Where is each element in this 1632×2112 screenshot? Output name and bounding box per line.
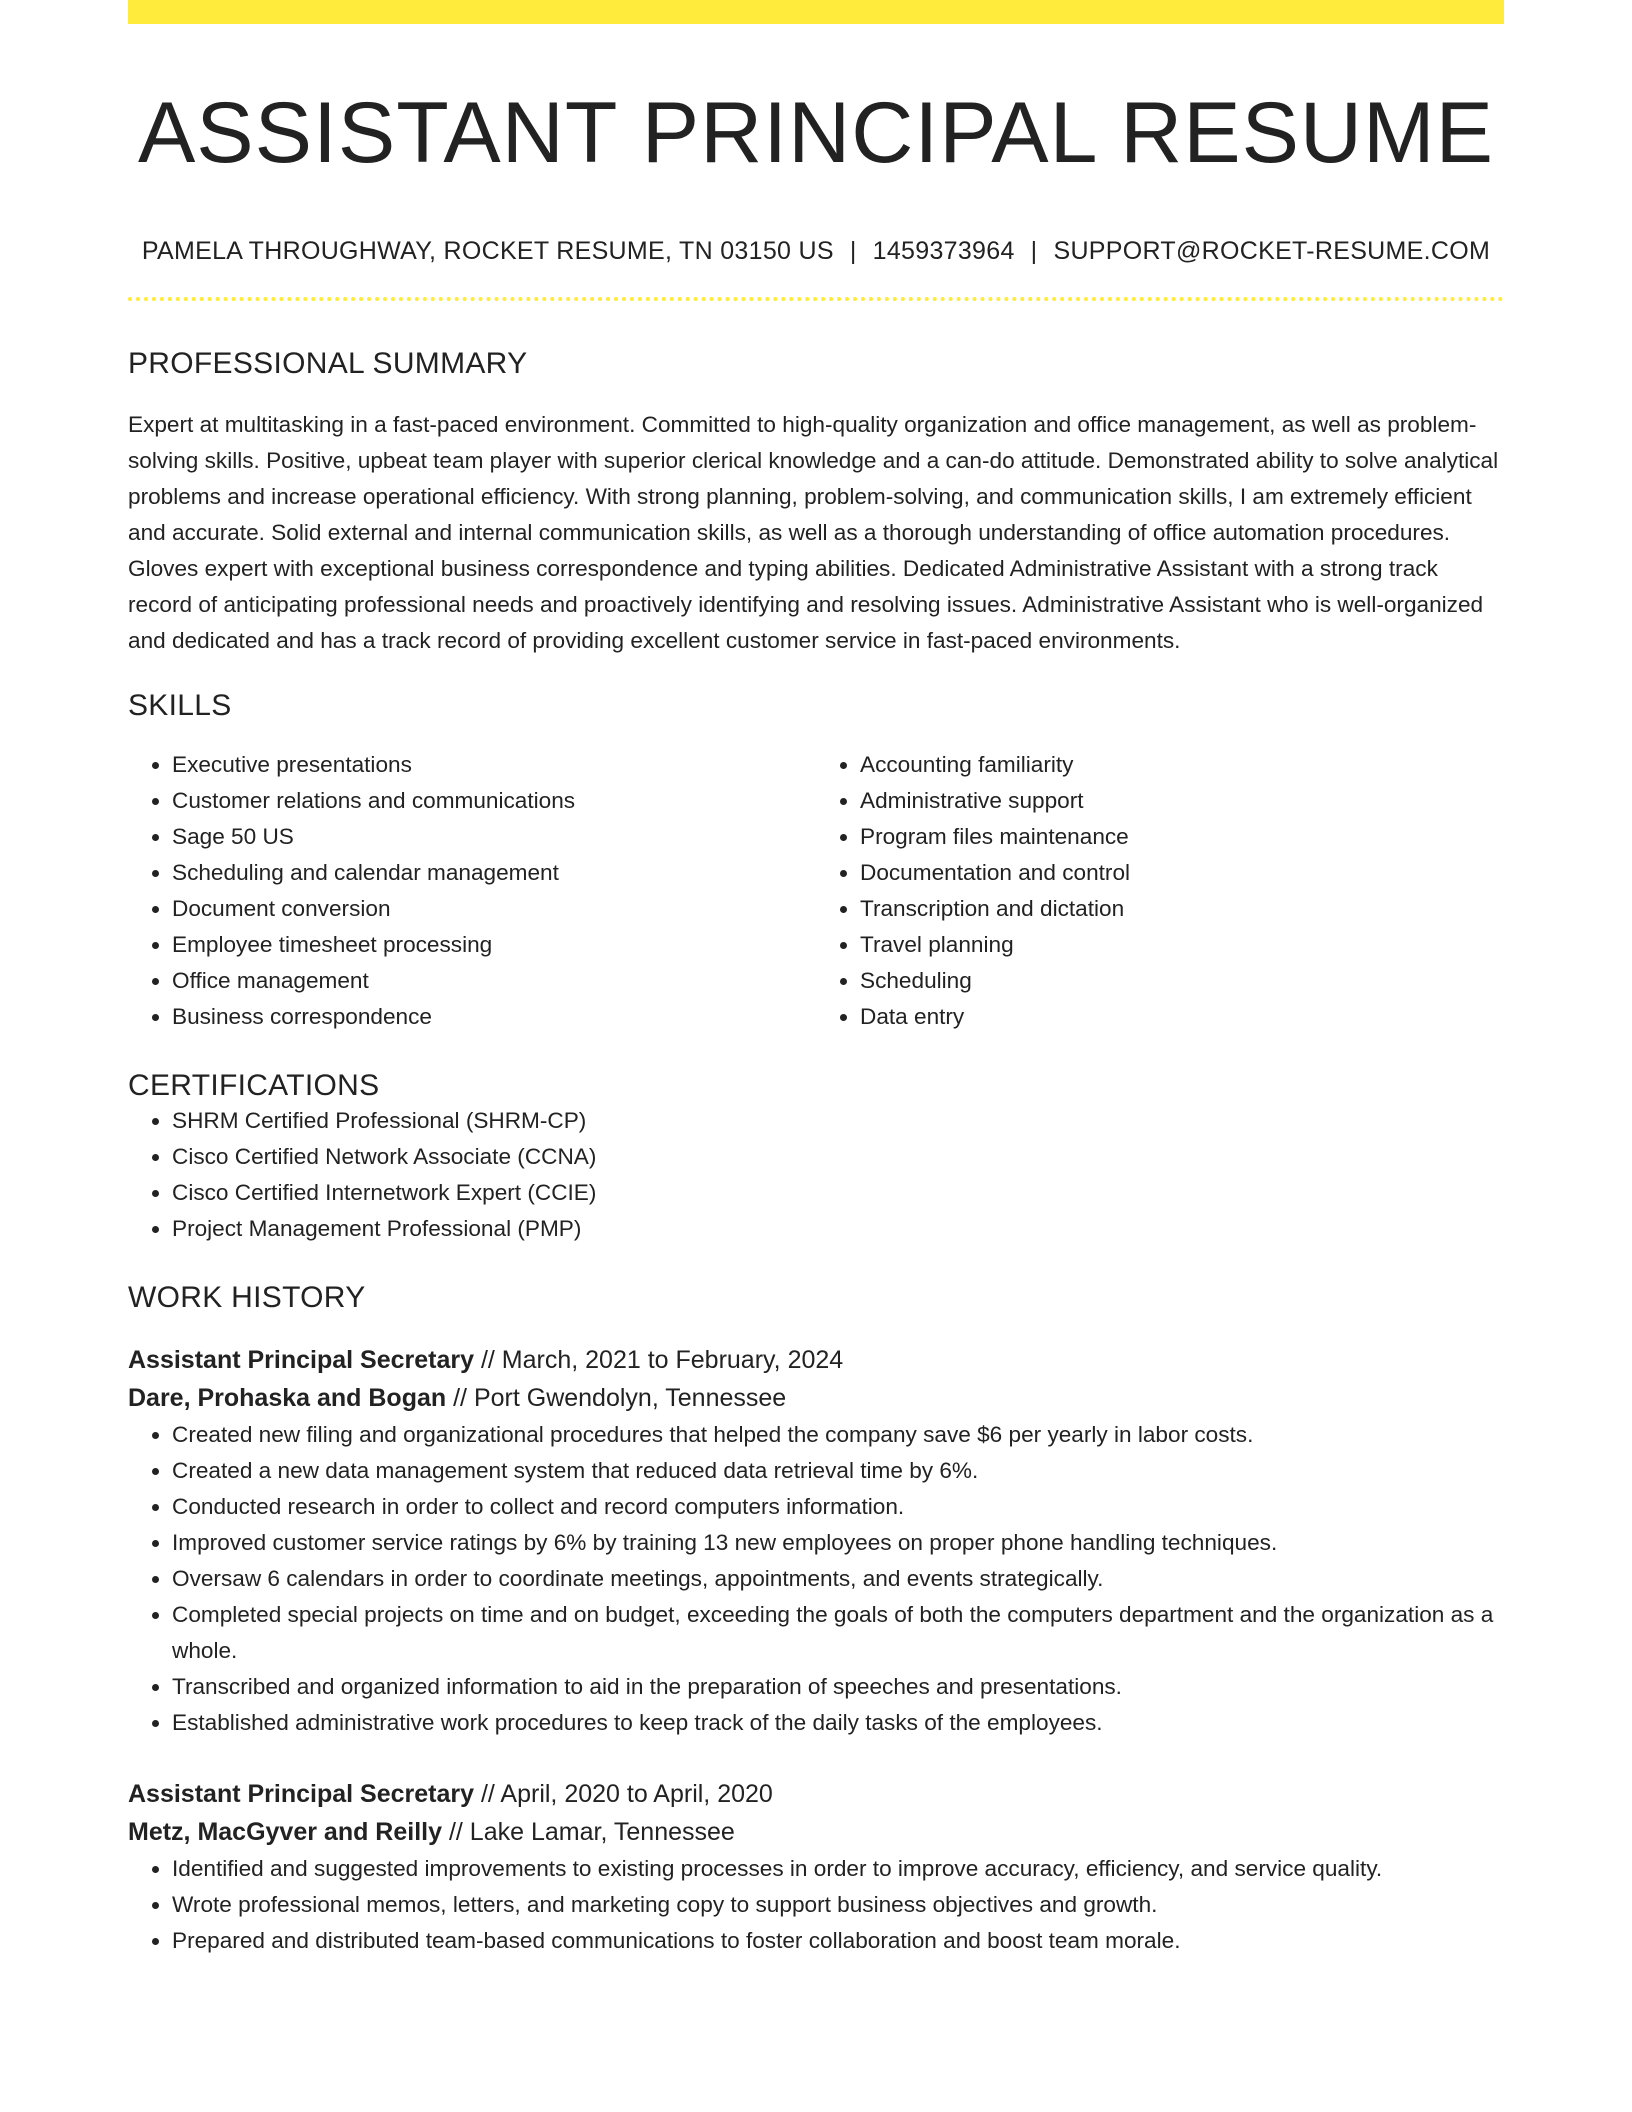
skill-item: • Business correspondence [172,999,816,1035]
job-location: // Port Gwendolyn, Tennessee [453,1384,787,1413]
job-bullet: • Completed special projects on time and on budget, exceeding the goals of both the computers department and the organization as a whole. [172,1597,1504,1669]
skill-item: • Document conversion [172,891,816,927]
job-bullet: • Created new filing and organizational procedures that helped the company save $6 per yearly in labor costs. [172,1417,1504,1453]
job-bullet: • Wrote professional memos, letters, and marketing copy to support business objectives and growth. [172,1887,1504,1923]
skills-heading: SKILLS [128,689,232,723]
resume-title: ASSISTANT PRINCIPAL RESUME [137,85,1495,181]
job-company: Dare, Prohaska and Bogan [128,1384,447,1413]
work-history-heading: WORK HISTORY [128,1281,366,1315]
skills-list-left [128,747,816,1035]
certifications-heading: CERTIFICATIONS [128,1069,380,1103]
job-entry [128,1341,1504,1741]
contact-phone: 1459373964 [872,237,1015,266]
job-bullet: • Established administrative work procedures to keep track of the daily tasks of the employees. [172,1705,1504,1741]
skill-item: • Executive presentations [172,747,816,783]
job-title-line [128,1341,1504,1379]
job-dates: // March, 2021 to February, 2024 [480,1346,844,1375]
skill-item: • Sage 50 US [172,819,816,855]
dotted-divider [128,297,1504,301]
skill-item: • Administrative support [860,783,1504,819]
skill-item: • Travel planning [860,927,1504,963]
skill-item: • Program files maintenance [860,819,1504,855]
job-bullet-list [128,1417,1504,1741]
skill-item: • Scheduling [860,963,1504,999]
contact-separator: | [1030,237,1038,266]
skill-item: • Employee timesheet processing [172,927,816,963]
job-bullet: • Oversaw 6 calendars in order to coordinate meetings, appointments, and events strategically. [172,1561,1504,1597]
job-dates: // April, 2020 to April, 2020 [480,1780,773,1809]
job-bullet-list [128,1851,1504,1959]
job-bullet: • Prepared and distributed team-based communications to foster collaboration and boost team morale. [172,1923,1504,1959]
skill-item: • Documentation and control [860,855,1504,891]
skill-item: • Customer relations and communications [172,783,816,819]
contact-separator: | [849,237,857,266]
job-bullet: • Transcribed and organized information to aid in the preparation of speeches and presentations. [172,1669,1504,1705]
resume-page [128,0,1504,1959]
job-bullet: • Identified and suggested improvements to existing processes in order to improve accuracy, efficiency, and service quality. [172,1851,1504,1887]
skill-item: • Scheduling and calendar management [172,855,816,891]
certification-item: • Project Management Professional (PMP) [172,1211,1504,1247]
job-entry [128,1775,1504,1959]
certification-item: • Cisco Certified Network Associate (CCNA) [172,1139,1504,1175]
job-location: // Lake Lamar, Tennessee [448,1818,735,1847]
job-bullet: • Improved customer service ratings by 6% by training 13 new employees on proper phone handling techniques. [172,1525,1504,1561]
skill-item: • Transcription and dictation [860,891,1504,927]
job-bullet: • Conducted research in order to collect and record computers information. [172,1489,1504,1525]
job-company: Metz, MacGyver and Reilly [128,1818,443,1847]
contact-email: SUPPORT@ROCKET-RESUME.COM [1053,237,1491,266]
skills-list-right [816,747,1504,1035]
certification-item: • SHRM Certified Professional (SHRM-CP) [172,1103,1504,1139]
job-bullet: • Created a new data management system that reduced data retrieval time by 6%. [172,1453,1504,1489]
job-company-line [128,1813,1504,1851]
contact-address: PAMELA THROUGHWAY, ROCKET RESUME, TN 03150 US [141,237,834,266]
skill-item: • Data entry [860,999,1504,1035]
certifications-list [128,1103,1504,1247]
certification-item: • Cisco Certified Internetwork Expert (CCIE) [172,1175,1504,1211]
skills-columns [128,747,1504,1035]
contact-line [128,237,1504,266]
job-title: Assistant Principal Secretary [128,1346,474,1375]
accent-top-bar [128,0,1504,24]
job-title: Assistant Principal Secretary [128,1780,474,1809]
job-title-line [128,1775,1504,1813]
skill-item: • Office management [172,963,816,999]
summary-text: Expert at multitasking in a fast-paced environment. Committed to high-quality organization and office management, as well as problem-solving skills. Positive, upbeat team player with superior clerical knowledge and a can-do attitude. Demonstrated ability to solve analytical problems and increase operational efficiency. With strong planning, problem-solving, and communication skills, I am extremely efficient and accurate. Solid external and internal communication skills, as well as a thorough understanding of office automation procedures. Gloves expert with exceptional business correspondence and typing abilities. Dedicated Administrative Assistant with a strong track record of anticipating professional needs and proactively identifying and resolving issues. Administrative Assistant who is well-organized and dedicated and has a track record of providing excellent customer service in fast-paced environments. [128,412,1499,654]
summary-heading: PROFESSIONAL SUMMARY [128,347,528,381]
job-company-line [128,1379,1504,1417]
skill-item: • Accounting familiarity [860,747,1504,783]
